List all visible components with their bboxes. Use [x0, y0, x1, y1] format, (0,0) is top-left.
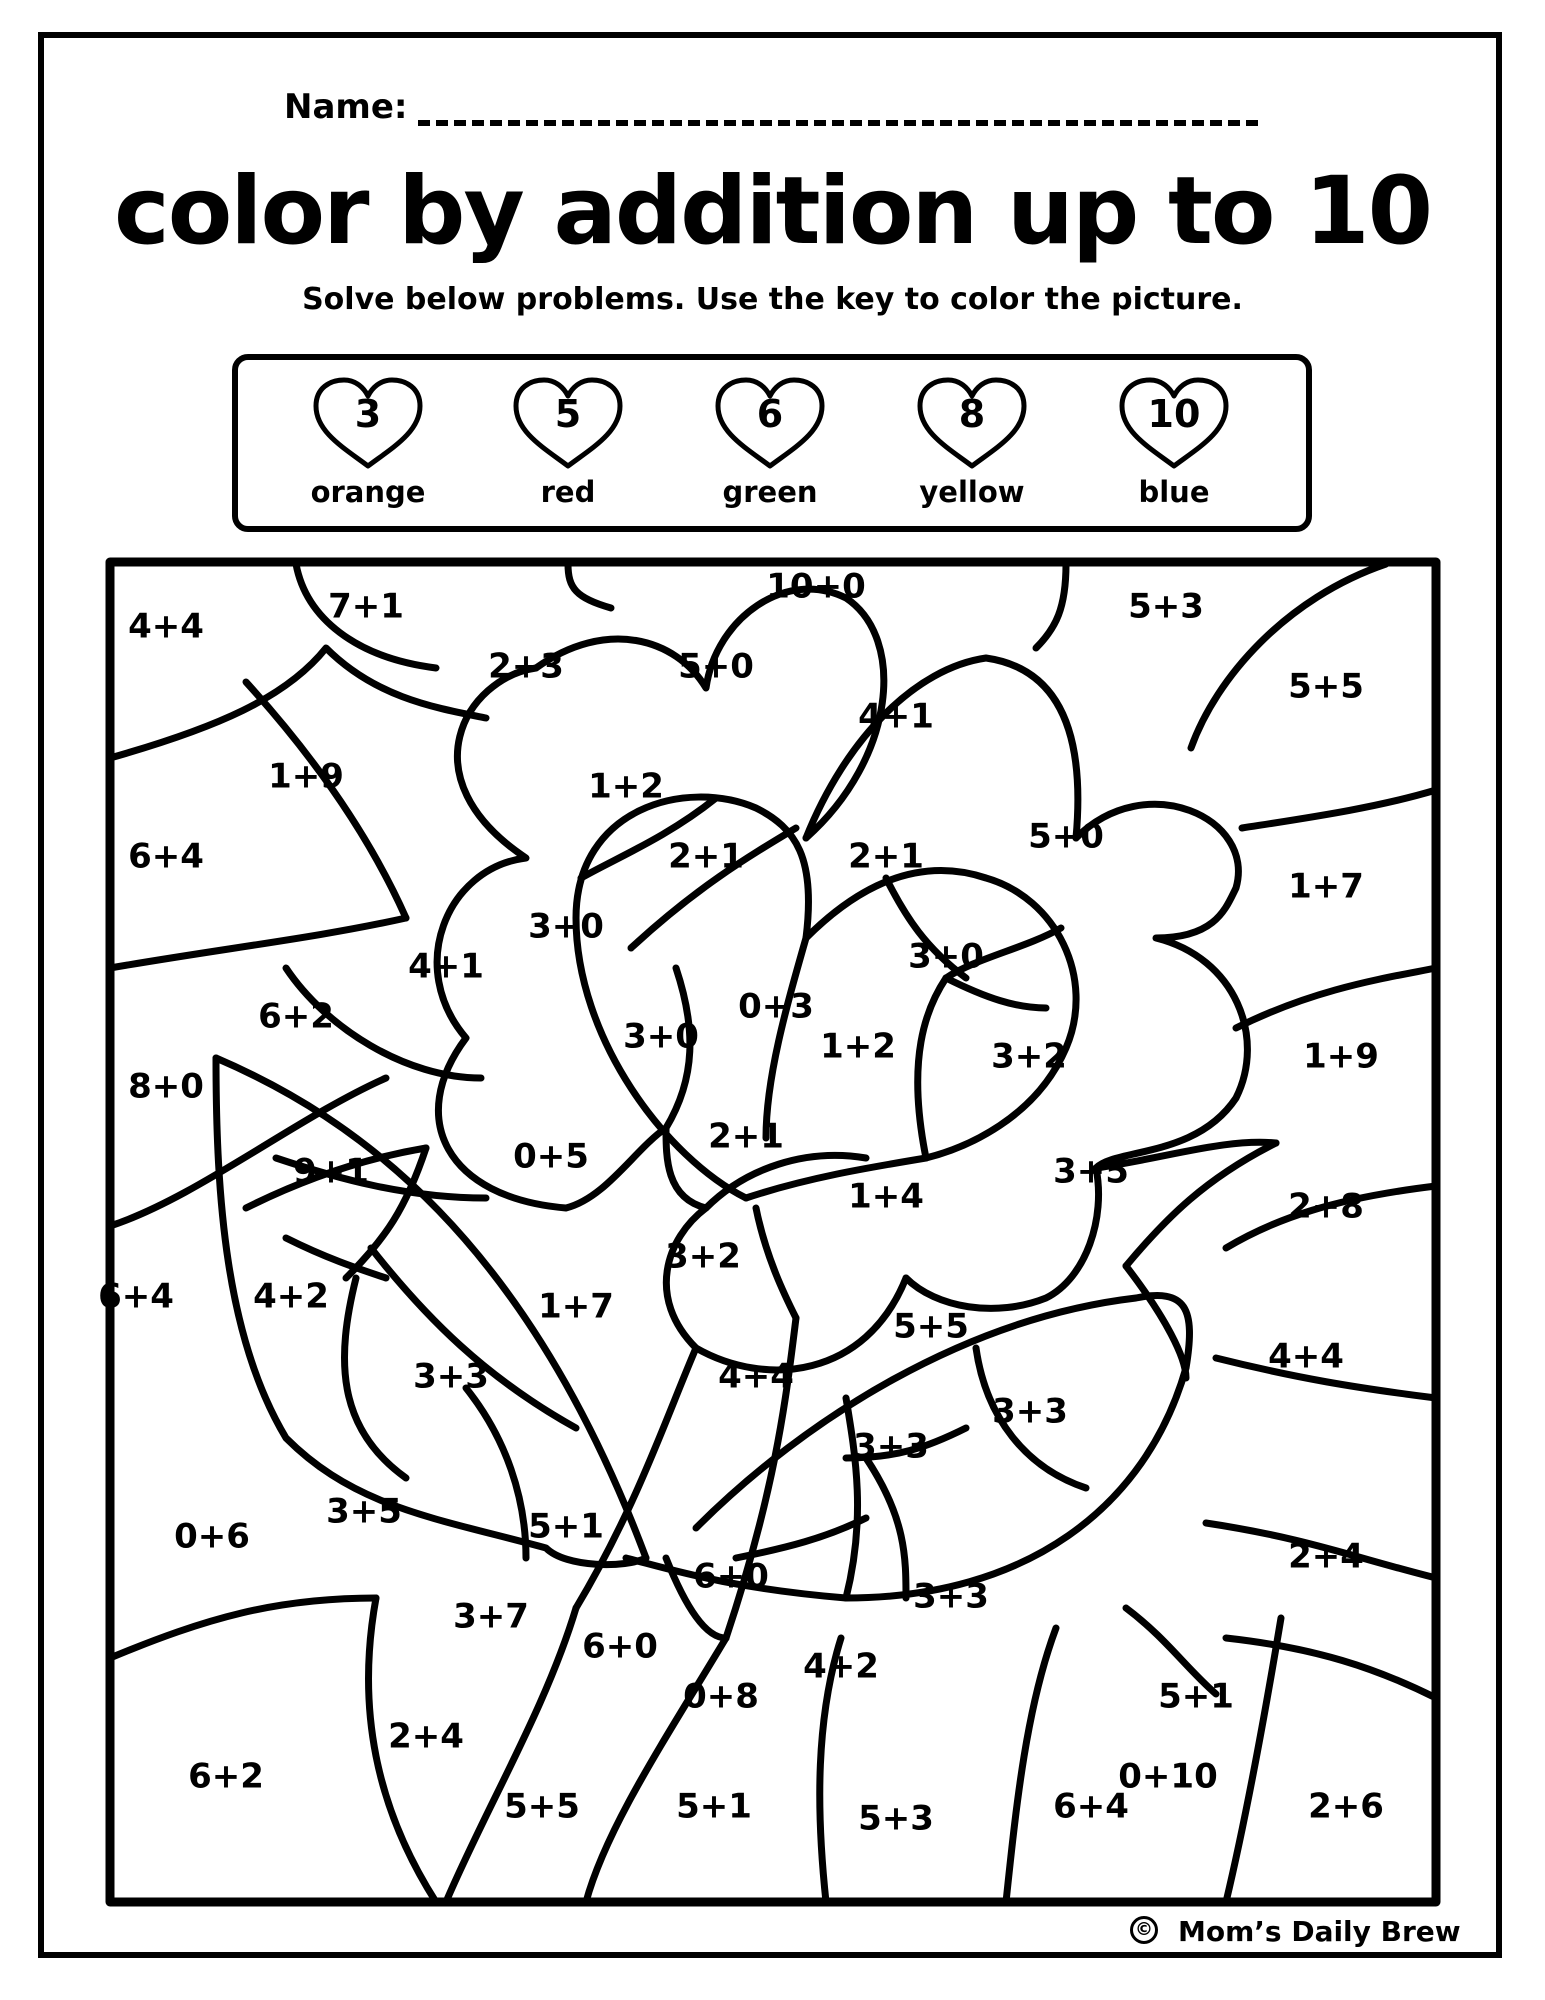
problem-label: 5+1 — [1158, 1676, 1234, 1717]
problem-label: 6+2 — [188, 1756, 264, 1797]
key-item-red — [488, 374, 648, 524]
problem-label: 1+7 — [1288, 866, 1364, 907]
problem-label: 5+1 — [676, 1786, 752, 1827]
problem-label: 5+5 — [893, 1306, 969, 1347]
problem-label: 4+4 — [128, 606, 204, 647]
key-color-name: green — [722, 475, 818, 509]
problem-label: 6+2 — [258, 996, 334, 1037]
problem-label: 0+3 — [738, 986, 814, 1027]
key-item-blue — [1094, 374, 1254, 524]
name-blank-line[interactable] — [418, 120, 1258, 126]
problem-label: 6+0 — [693, 1556, 769, 1597]
problem-label: 1+4 — [848, 1176, 924, 1217]
problem-label: 1+7 — [538, 1286, 614, 1327]
problem-label: 10+0 — [766, 566, 866, 607]
key-color-name: yellow — [919, 475, 1025, 509]
key-number: 8 — [958, 392, 986, 436]
problem-label: 3+3 — [413, 1356, 489, 1397]
problem-label: 0+5 — [513, 1136, 589, 1177]
problem-label: 3+3 — [853, 1426, 929, 1467]
problem-label: 3+3 — [913, 1576, 989, 1617]
problem-label: 0+8 — [683, 1676, 759, 1717]
problem-label: 5+3 — [1128, 586, 1204, 627]
key-number: 3 — [354, 392, 382, 436]
problem-label: 2+1 — [848, 836, 924, 877]
problem-label: 4+4 — [1268, 1336, 1344, 1377]
problem-label: 3+5 — [326, 1491, 402, 1532]
problem-label: 2+1 — [708, 1116, 784, 1157]
name-field[interactable] — [284, 82, 1264, 132]
problem-label: 3+0 — [623, 1016, 699, 1057]
problem-label: 3+0 — [908, 936, 984, 977]
problem-label: 4+4 — [718, 1356, 794, 1397]
problem-label: 0+6 — [174, 1516, 250, 1557]
problem-label: 3+0 — [528, 906, 604, 947]
color-key — [232, 354, 1312, 532]
problem-label: 4+2 — [253, 1276, 329, 1317]
problem-label: 6+4 — [1053, 1786, 1129, 1827]
problem-label: 0+10 — [1118, 1756, 1218, 1797]
problem-label: 5+3 — [858, 1798, 934, 1839]
key-item-yellow — [892, 374, 1052, 524]
problem-label: 2+6 — [1308, 1786, 1384, 1827]
problem-label: 3+5 — [1053, 1151, 1129, 1192]
problem-label: 5+0 — [1028, 816, 1104, 857]
problem-label: 3+2 — [991, 1036, 1067, 1077]
problem-label: 6+4 — [98, 1276, 174, 1317]
problem-label: 4+2 — [803, 1646, 879, 1687]
problem-label: 5+5 — [504, 1786, 580, 1827]
key-item-orange — [288, 374, 448, 524]
problem-label: 5+5 — [1288, 666, 1364, 707]
instructions: Solve below problems. Use the key to color the picture. — [302, 282, 1243, 317]
problem-label: 5+0 — [678, 646, 754, 687]
key-number: 10 — [1147, 392, 1201, 436]
copyright-icon: © — [1130, 1916, 1158, 1944]
problem-label: 4+1 — [408, 946, 484, 987]
worksheet-title: color by addition up to 10 — [113, 157, 1432, 266]
name-label: Name: — [284, 87, 408, 127]
key-number: 6 — [756, 392, 784, 436]
key-color-name: orange — [310, 475, 426, 509]
problem-label: 1+9 — [268, 756, 344, 797]
credit-text: Mom’s Daily Brew — [1178, 1915, 1461, 1948]
problem-label: 5+1 — [528, 1506, 604, 1547]
problem-label: 2+8 — [1288, 1186, 1364, 1227]
problem-label: 6+0 — [582, 1626, 658, 1667]
problem-label: 9+1 — [293, 1151, 369, 1192]
problem-label: 1+2 — [820, 1026, 896, 1067]
problem-label: 1+2 — [588, 766, 664, 807]
problem-label: 2+1 — [668, 836, 744, 877]
problem-label: 6+4 — [128, 836, 204, 877]
key-item-green — [690, 374, 850, 524]
problem-label: 2+4 — [388, 1716, 464, 1757]
problem-label: 8+0 — [128, 1066, 204, 1107]
key-color-name: red — [540, 475, 596, 509]
problem-label: 3+2 — [665, 1236, 741, 1277]
copyright-credit — [1130, 1914, 1460, 1950]
key-color-name: blue — [1138, 475, 1210, 509]
problem-label: 3+7 — [453, 1596, 529, 1637]
problem-label: 4+1 — [858, 696, 934, 737]
key-number: 5 — [554, 392, 582, 436]
problem-label: 2+3 — [488, 646, 564, 687]
coloring-picture[interactable] — [98, 558, 1440, 1906]
problem-label: 2+4 — [1288, 1536, 1364, 1577]
flower-coloring-outline[interactable] — [98, 558, 1440, 1906]
problem-label: 1+9 — [1303, 1036, 1379, 1077]
problem-label: 7+1 — [328, 586, 404, 627]
problem-label: 3+3 — [992, 1391, 1068, 1432]
